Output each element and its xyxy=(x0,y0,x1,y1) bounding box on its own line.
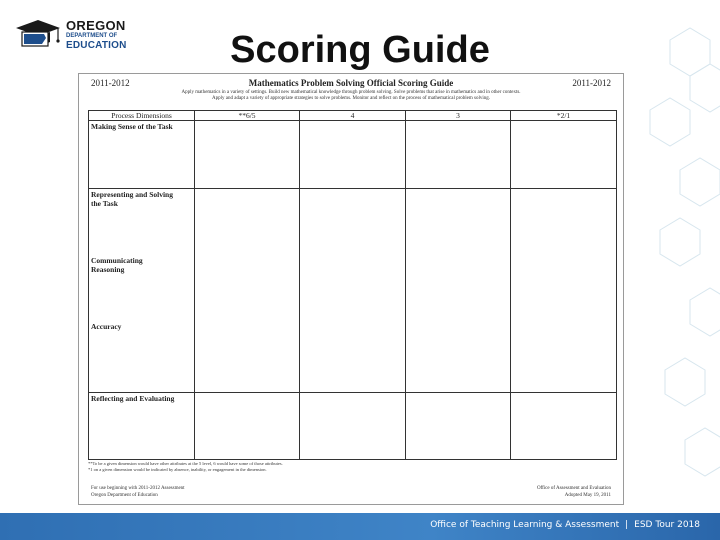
table-cell xyxy=(300,393,406,460)
dimension-communicating-line-1: Communicating xyxy=(91,256,143,265)
table-cell xyxy=(300,189,406,393)
doc-intro xyxy=(99,90,603,102)
table-cell xyxy=(406,393,511,460)
logo-text-department: DEPARTMENT OF xyxy=(66,33,118,39)
table-cell xyxy=(195,189,300,393)
doc-notes xyxy=(88,461,283,473)
dimension-accuracy: Accuracy xyxy=(91,322,122,331)
table-cell xyxy=(406,121,511,189)
footer-text xyxy=(430,520,700,530)
scoring-guide-document xyxy=(78,73,624,505)
table-row xyxy=(89,189,617,393)
doc-year-right: 2011-2012 xyxy=(572,78,611,88)
table-cell xyxy=(511,121,617,189)
dimension-communicating-line-2: Reasoning xyxy=(91,265,125,274)
doc-note-2: *1 on a given dimension would be indicated by absence, inability, or engagement in the dimension. xyxy=(88,467,267,472)
table-cell xyxy=(195,393,300,460)
doc-footer-right-1: Office of Assessment and Evaluation xyxy=(536,486,611,491)
doc-year-left: 2011-2012 xyxy=(91,78,130,88)
table-row xyxy=(89,121,617,189)
header-score-4: 4 xyxy=(300,111,406,121)
dimension-group-middle xyxy=(89,189,195,393)
footer-bar xyxy=(0,513,720,540)
doc-note-1: **To be a given dimension would have other attributes at the 5 level, 6 would have some of those attributes. xyxy=(88,461,283,466)
header-process-dimensions: Process Dimensions xyxy=(89,111,195,121)
logo-text-education: EDUCATION xyxy=(66,40,127,51)
footer-event: ESD Tour 2018 xyxy=(634,520,700,530)
table-cell xyxy=(511,393,617,460)
table-cell xyxy=(511,189,617,393)
rubric-header-row xyxy=(89,111,617,121)
dimension-making-sense: Making Sense of the Task xyxy=(89,121,195,189)
dimension-reflecting-evaluating: Reflecting and Evaluating xyxy=(89,393,195,460)
logo-text-oregon: OREGON xyxy=(66,18,126,33)
table-cell xyxy=(406,189,511,393)
slide-title: Scoring Guide xyxy=(230,29,490,71)
table-cell xyxy=(195,121,300,189)
doc-footer-left-1: For use beginning with 2011-2012 Assessment xyxy=(91,486,185,491)
footer-office: Office of Teaching Learning & Assessment xyxy=(430,520,620,530)
doc-intro-line-2: Apply and adapt a variety of appropriate strategies to solve problems. Monitor and reflect on the process of mathematical problem solving. xyxy=(212,96,490,101)
hexagon-pattern-decoration xyxy=(610,0,720,520)
dimension-representing-line-1: Representing and Solving xyxy=(91,190,173,199)
table-cell xyxy=(300,121,406,189)
header-score-3: 3 xyxy=(406,111,511,121)
doc-title: Mathematics Problem Solving Official Scoring Guide xyxy=(248,78,454,88)
doc-intro-line-1: Apply mathematics in a variety of settings. Build new mathematical knowledge through problem solving. Solve problems that arise in mathematics and in other contexts. xyxy=(181,90,521,95)
header-score-6-5: **6/5 xyxy=(195,111,300,121)
header-score-2-1: *2/1 xyxy=(511,111,617,121)
dimension-representing-line-2: the Task xyxy=(91,199,118,208)
table-row xyxy=(89,393,617,460)
footer-separator: | xyxy=(625,520,629,530)
doc-footer-left-2: Oregon Department of Education xyxy=(91,492,158,498)
scoring-rubric-table xyxy=(88,110,617,460)
doc-footer-left xyxy=(91,486,185,499)
doc-footer-right xyxy=(537,486,611,499)
doc-footer-right-2: Adopted May 19, 2011 xyxy=(564,492,611,498)
